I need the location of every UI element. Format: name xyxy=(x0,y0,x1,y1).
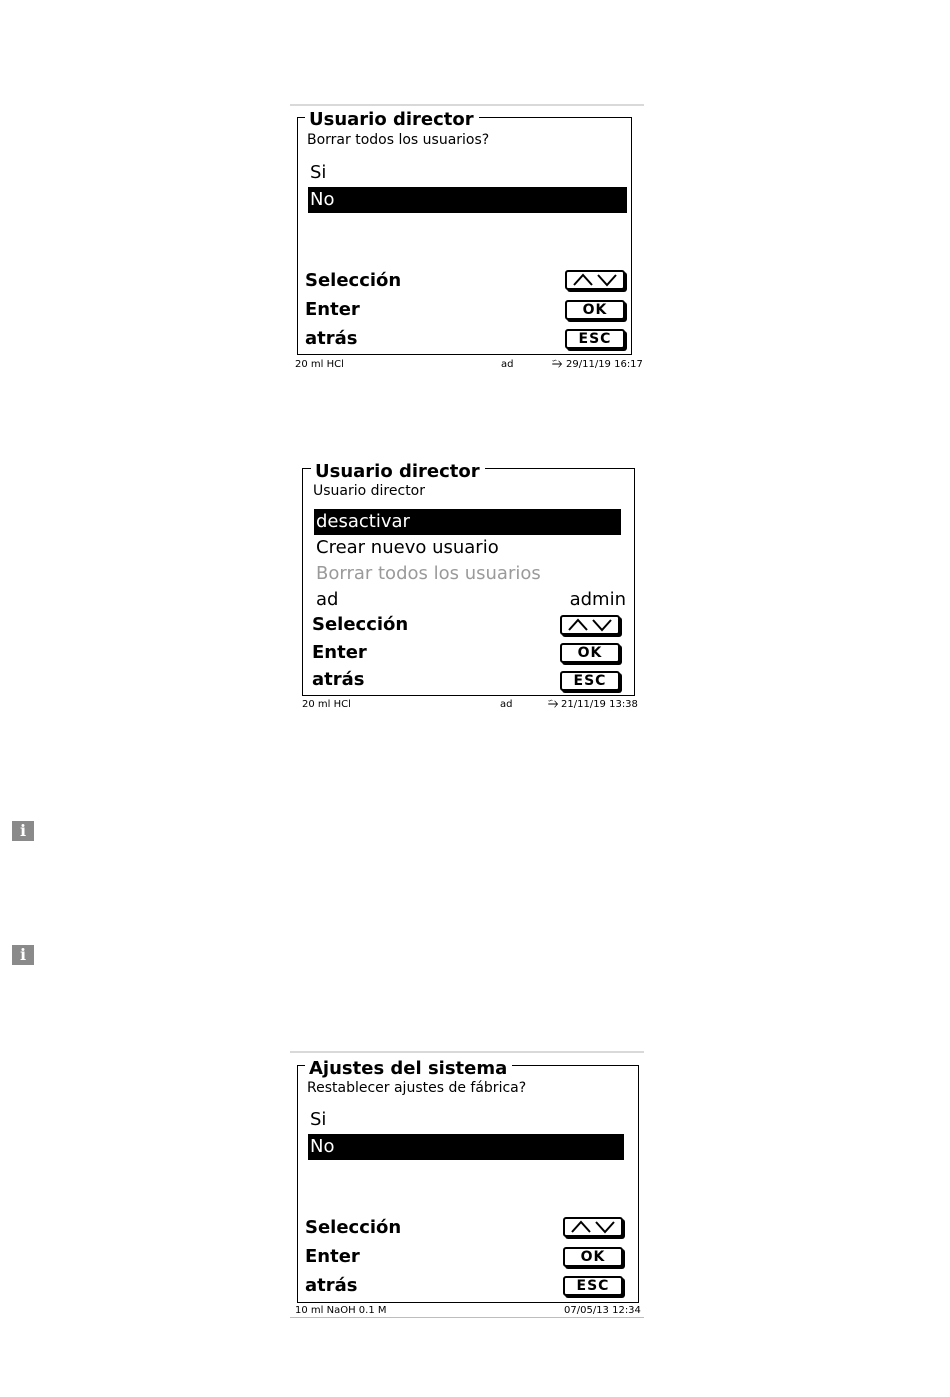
seleccion-label: Selección xyxy=(305,270,402,291)
up-down-key[interactable] xyxy=(563,1217,623,1237)
dialog-subtitle: Usuario director xyxy=(313,483,425,499)
dialog-title: Usuario director xyxy=(311,462,485,482)
up-down-key[interactable] xyxy=(560,615,620,635)
screen-top-rule xyxy=(290,104,644,106)
atras-label: atrás xyxy=(305,328,358,349)
ok-key[interactable]: OK xyxy=(565,300,625,320)
dialog-subtitle: Restablecer ajustes de fábrica? xyxy=(307,1080,527,1096)
dialog-subtitle: Borrar todos los usuarios? xyxy=(307,132,490,148)
user-name: ad xyxy=(316,589,339,610)
option-si[interactable]: Si xyxy=(310,1109,327,1130)
up-down-icon xyxy=(571,273,619,287)
status-datetime: 07/05/13 12:34 xyxy=(564,1305,641,1316)
esc-key[interactable]: ESC xyxy=(565,329,625,349)
status-datetime: 21/11/19 13:38 xyxy=(561,699,638,710)
info-icon: i xyxy=(12,945,34,965)
user-role: admin xyxy=(569,589,626,610)
dialog-title: Ajustes del sistema xyxy=(305,1059,512,1079)
menu-borrar-todos-usuarios: Borrar todos los usuarios xyxy=(316,563,541,584)
atras-label: atrás xyxy=(312,669,365,690)
atras-label: atrás xyxy=(305,1275,358,1296)
status-method: 20 ml HCl xyxy=(302,699,351,710)
screen-top-rule xyxy=(290,1051,644,1053)
enter-label: Enter xyxy=(305,299,360,320)
screen-usuario-director xyxy=(300,458,640,716)
dialog-title: Usuario director xyxy=(305,110,479,130)
screen-borrar-usuarios xyxy=(290,104,644,376)
usb-icon: ⭇ xyxy=(552,356,563,371)
option-no[interactable]: No xyxy=(308,187,627,213)
info-icon: i xyxy=(12,821,34,841)
screen-bottom-rule xyxy=(290,1317,644,1318)
status-user: ad xyxy=(500,699,513,710)
menu-desactivar[interactable]: desactivar xyxy=(314,509,621,535)
enter-label: Enter xyxy=(312,642,367,663)
up-down-icon xyxy=(566,618,614,632)
option-si[interactable]: Si xyxy=(310,162,327,183)
status-method: 10 ml NaOH 0.1 M xyxy=(295,1305,387,1316)
esc-key[interactable]: ESC xyxy=(560,671,620,691)
esc-key[interactable]: ESC xyxy=(563,1276,623,1296)
option-no[interactable]: No xyxy=(308,1134,624,1160)
screen-ajustes-sistema xyxy=(290,1051,644,1323)
status-user: ad xyxy=(501,359,514,370)
ok-key[interactable]: OK xyxy=(560,643,620,663)
menu-crear-nuevo-usuario[interactable]: Crear nuevo usuario xyxy=(316,537,499,558)
status-method: 20 ml HCl xyxy=(295,359,344,370)
up-down-icon xyxy=(569,1220,617,1234)
ok-key[interactable]: OK xyxy=(563,1247,623,1267)
seleccion-label: Selección xyxy=(305,1217,402,1238)
status-datetime: 29/11/19 16:17 xyxy=(566,359,643,370)
seleccion-label: Selección xyxy=(312,614,409,635)
usb-icon: ⭇ xyxy=(548,696,559,711)
up-down-key[interactable] xyxy=(565,270,625,290)
enter-label: Enter xyxy=(305,1246,360,1267)
